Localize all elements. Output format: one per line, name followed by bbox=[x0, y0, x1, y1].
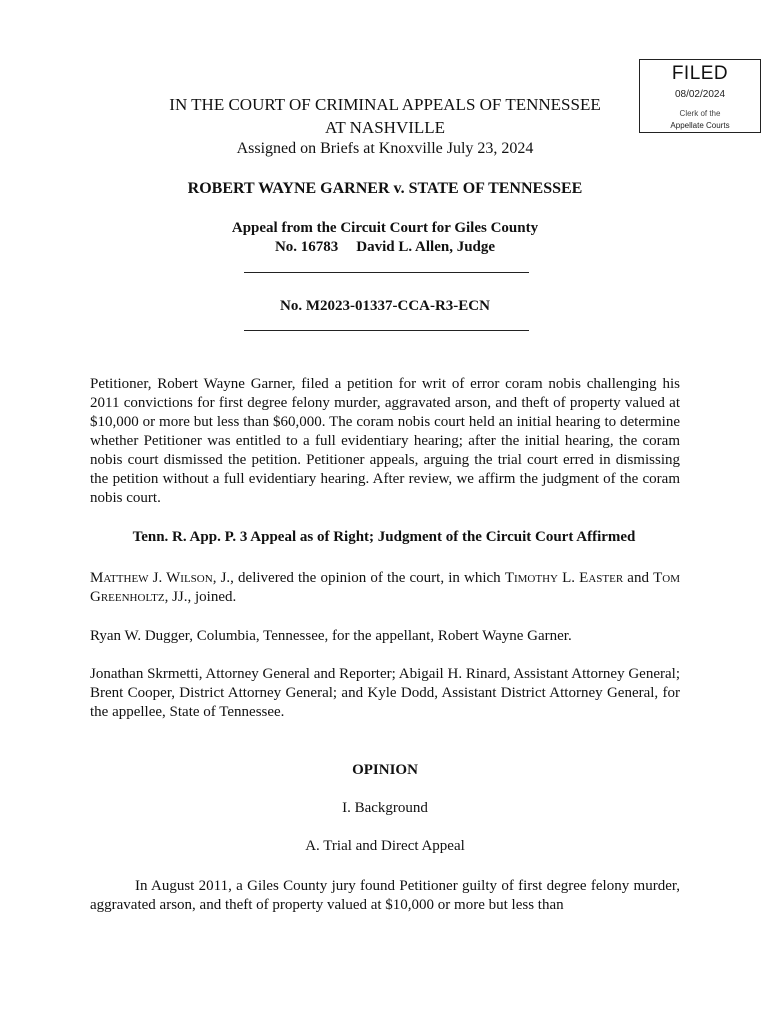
stamp-courts: Appellate Courts bbox=[670, 121, 730, 130]
case-summary: Petitioner, Robert Wayne Garner, filed a petition for writ of error coram nobis challenging his 2011 convictions for first degree felony murder, aggravated arson, and theft of property valued at $10,000 or more but less than $60,000. The coram nobis court held an initial hearing to determine whether Petitioner was entitled to a full evidentiary hearing; after the initial hearing, the coram nobis court dismissed the petition. Petitioner appeals, arguing the trial court erred in dismissing the petition without a full evidentiary hearing. After review, we affirm the judgment of the coram nobis court. bbox=[90, 376, 680, 506]
trial-case-number: No. 16783 bbox=[274, 239, 339, 255]
stamp-title: FILED bbox=[671, 63, 729, 84]
court-location: AT NASHVILLE bbox=[324, 118, 446, 137]
authorship-text: , J., delivered the opinion of the court, in which bbox=[212, 570, 505, 586]
divider-bottom bbox=[244, 330, 529, 331]
holding: Tenn. R. App. P. 3 Appeal as of Right; Judgment of the Circuit Court Affirmed bbox=[132, 529, 636, 545]
appellate-case-number: No. M2023-01337-CCA-R3-ECN bbox=[280, 298, 490, 314]
authorship-text: , JJ., joined. bbox=[164, 589, 237, 605]
concurring-judge-2: Tom Greenholtz bbox=[90, 570, 680, 605]
section-heading: I. Background bbox=[342, 800, 428, 816]
stamp-date: 08/02/2024 bbox=[674, 89, 726, 100]
trial-judge: David L. Allen, Judge bbox=[356, 239, 496, 255]
opinion-body: In August 2011, a Giles County jury found Petitioner guilty of first degree felony murder, aggravated arson, and theft of property valued at $10,000 or more but less than bbox=[90, 878, 680, 913]
subsection-heading: A. Trial and Direct Appeal bbox=[305, 838, 465, 854]
trial-case-line bbox=[0, 239, 770, 256]
concurring-judge-1: Timothy L. Easter bbox=[504, 570, 624, 586]
divider-top bbox=[244, 272, 529, 273]
opinion-heading: OPINION bbox=[352, 762, 418, 778]
case-title: ROBERT WAYNE GARNER v. STATE OF TENNESSEE bbox=[187, 180, 583, 197]
stamp-clerk: Clerk of the bbox=[679, 109, 721, 118]
authorship bbox=[90, 569, 680, 607]
author-judge: Matthew J. Wilson bbox=[90, 570, 213, 586]
appeal-from: Appeal from the Circuit Court for Giles County bbox=[231, 220, 539, 236]
counsel-appellant: Ryan W. Dugger, Columbia, Tennessee, for the appellant, Robert Wayne Garner. bbox=[90, 628, 572, 644]
authorship-text: and bbox=[623, 570, 654, 586]
court-name: IN THE COURT OF CRIMINAL APPEALS OF TENNESSEE bbox=[169, 95, 601, 114]
counsel-appellee: Jonathan Skrmetti, Attorney General and Reporter; Abigail H. Rinard, Assistant Attorney General; Brent Cooper, District Attorney General; and Kyle Dodd, Assistant District Attorney General, for the appellee, State of Tennessee. bbox=[90, 666, 680, 720]
assigned-date: Assigned on Briefs at Knoxville July 23, 2024 bbox=[236, 140, 534, 157]
